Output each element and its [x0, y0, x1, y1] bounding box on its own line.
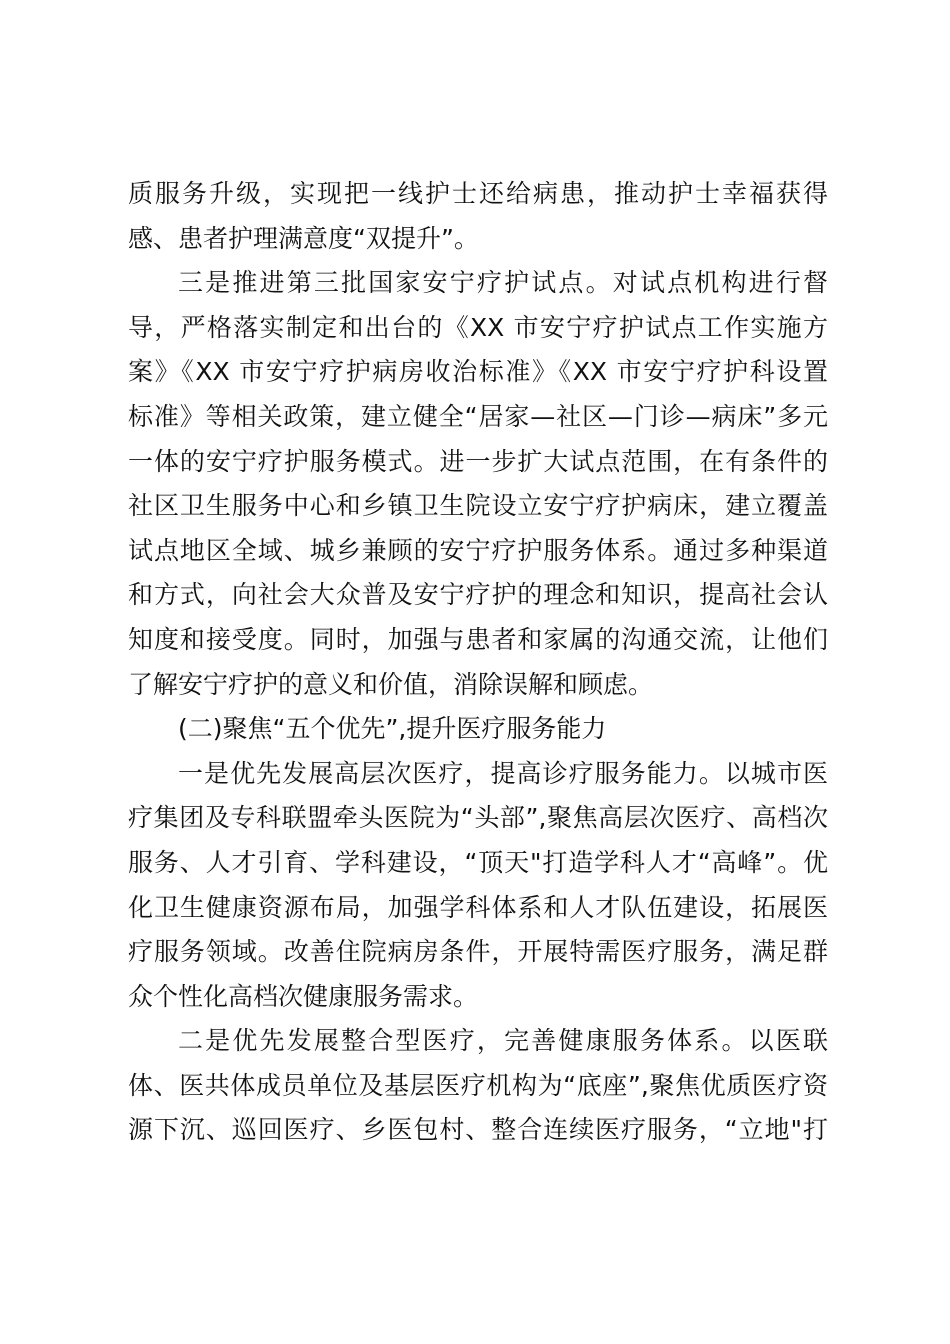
text-line: 二是优先发展整合型医疗，完善健康服务体系。以医联	[178, 1026, 828, 1056]
paragraph-integrated-medical	[128, 1019, 828, 1153]
text-line: 感、患者护理满意度“双提升”。	[128, 223, 479, 253]
text-line: 知度和接受度。同时，加强与患者和家属的沟通交流，让他们	[128, 624, 828, 654]
section-heading	[128, 707, 828, 752]
text-line: 案》《XX 市安宁疗护病房收治标准》《XX 市安宁疗护科设置	[128, 357, 828, 387]
text-line: 导，严格落实制定和出台的《XX 市安宁疗护试点工作实施方	[128, 312, 828, 342]
text-line: 标准》等相关政策，建立健全“居家—社区—门诊—病床”多元	[128, 401, 828, 431]
text-line: 一体的安宁疗护服务模式。进一步扩大试点范围，在有条件的	[128, 446, 828, 476]
text-line: 和方式，向社会大众普及安宁疗护的理念和知识，提高社会认	[128, 580, 828, 610]
paragraph-service-upgrade	[128, 172, 828, 261]
text-line: 源下沉、巡回医疗、乡医包村、整合连续医疗服务，“立地"打	[128, 1115, 828, 1145]
text-line: 众个性化高档次健康服务需求。	[128, 981, 479, 1011]
paragraph-high-level-medical	[128, 752, 828, 1020]
text-line: 质服务升级，实现把一线护士还给病患，推动护士幸福获得	[128, 179, 828, 208]
text-line: 一是优先发展高层次医疗，提高诊疗服务能力。以城市医	[178, 758, 828, 788]
text-line: 试点地区全域、城乡兼顾的安宁疗护服务体系。通过多种渠道	[128, 535, 828, 565]
text-line: 疗服务领域。改善住院病房条件，开展特需医疗服务，满足群	[128, 937, 828, 967]
section-heading-text: (二)聚焦“五个优先”,提升医疗服务能力	[178, 714, 607, 744]
paragraph-hospice-pilot	[128, 261, 828, 707]
text-line: 化卫生健康资源布局，加强学科体系和人才队伍建设，拓展医	[128, 892, 828, 922]
text-line: 服务、人才引育、学科建设，“顶天"打造学科人才“高峰”。优	[128, 847, 828, 877]
text-line: 了解安宁疗护的意义和价值，消除误解和顾虑。	[128, 669, 654, 699]
text-line: 三是推进第三批国家安宁疗护试点。对试点机构进行督	[178, 268, 828, 298]
text-line: 社区卫生服务中心和乡镇卫生院设立安宁疗护病床，建立覆盖	[128, 491, 828, 521]
document-body	[128, 172, 828, 1153]
text-line: 体、医共体成员单位及基层医疗机构为“底座”,聚焦优质医疗资	[128, 1070, 828, 1100]
text-line: 疗集团及专科联盟牵头医院为“头部”,聚焦高层次医疗、高档次	[128, 803, 828, 833]
